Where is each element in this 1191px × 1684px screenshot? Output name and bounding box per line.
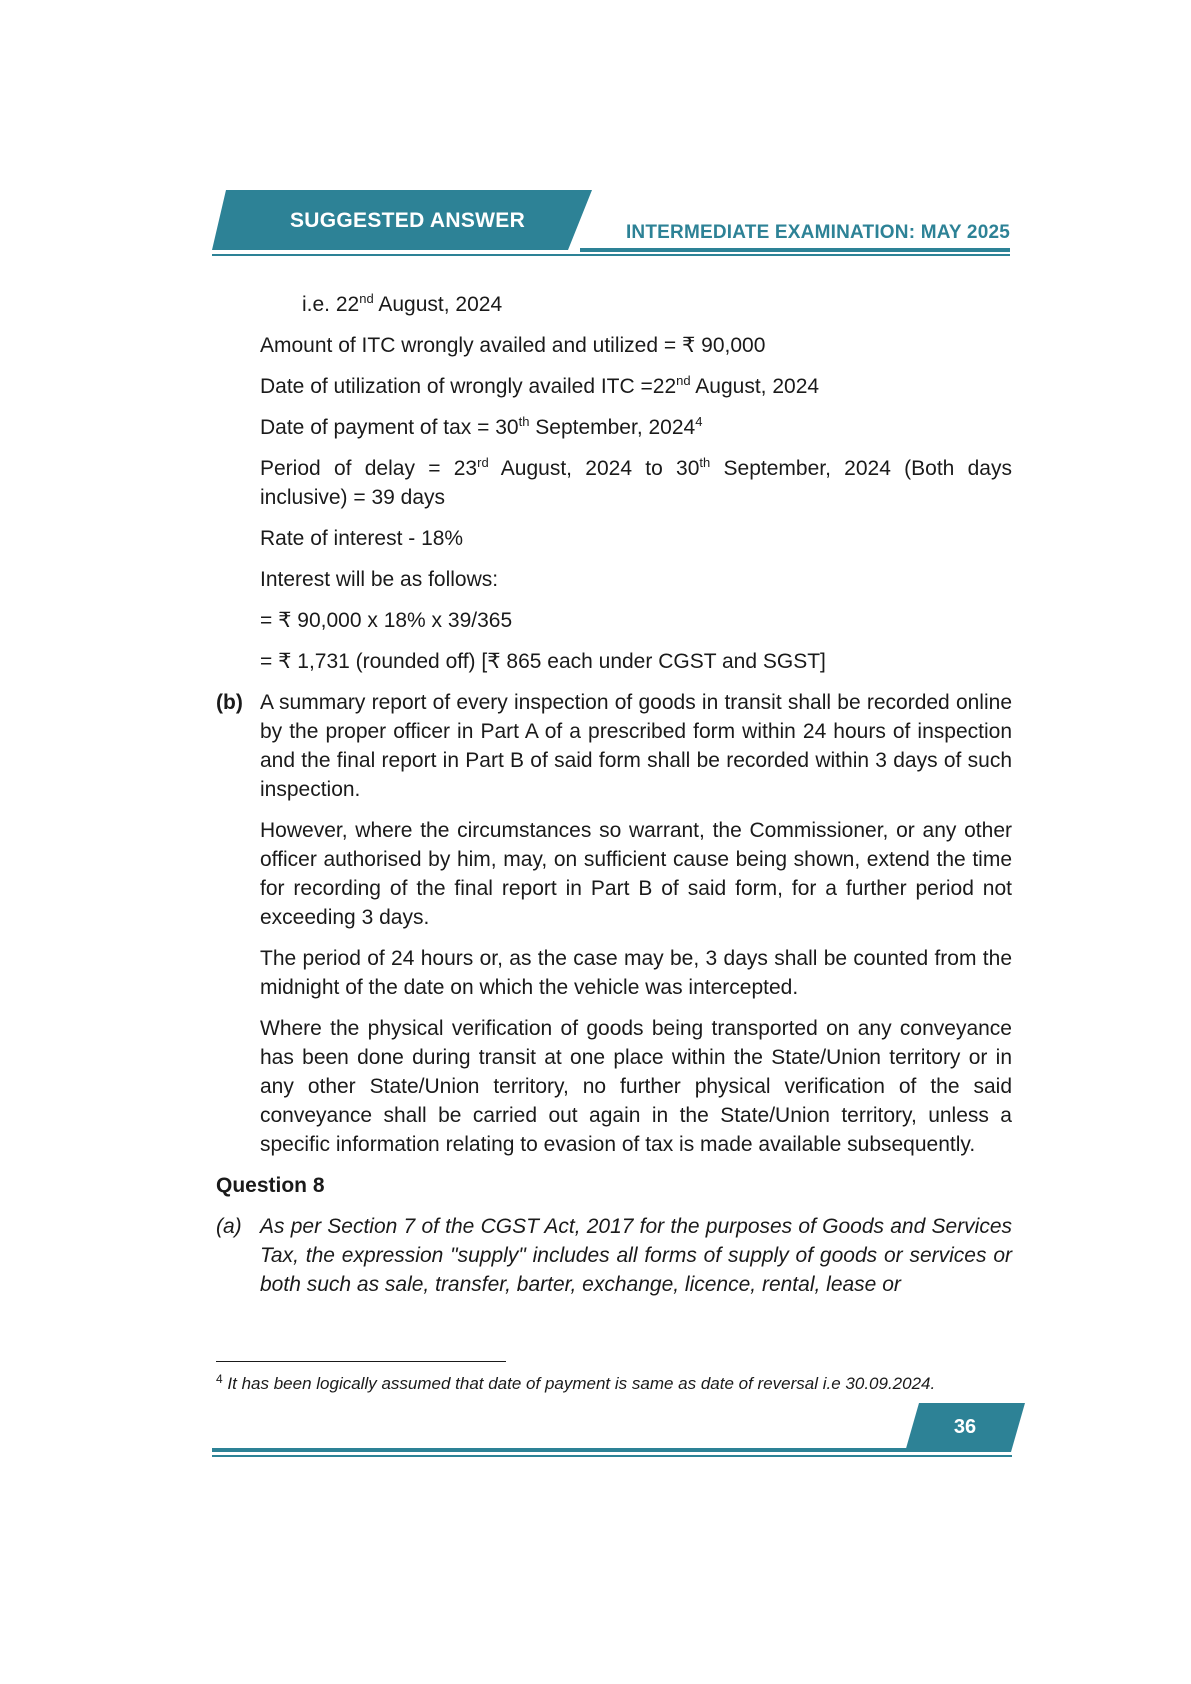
part-b-paragraph-1: A summary report of every inspection of goods in transit shall be recorded online by the proper officer in Part A of a prescribed form within 24 hours of inspection and the final report in Part B of said form shall be recorded within 3 days of such inspection. — [260, 691, 1012, 801]
calc-payment-date: Date of payment of tax = 30th September, 2024$^4$ — [260, 414, 703, 439]
footnote-separator — [216, 1361, 506, 1362]
page-number: 36 — [953, 1416, 977, 1438]
part-b-paragraph-4: Where the physical verification of goods being transported on any conveyance has been done during transit at one place within the State/Union territory or in any other State/Union territory, no further physical verification of the said conveyance shall be carried out again in the State/Union territory, unless a specific information relating to evasion of tax is made available subsequently. — [260, 1017, 1012, 1156]
footnote-ref: 4 — [695, 414, 703, 429]
header-rule-thin — [212, 254, 1010, 256]
calc-result: = ₹ 1,731 (rounded off) [₹ 865 each under CGST and SGST] — [260, 650, 826, 673]
calc-period-of-delay: Period of delay = 23rd August, 2024 to 30th September, 2024 (Both days inclusive) = 39 days — [260, 455, 1012, 509]
footer-rule-thin — [212, 1455, 1012, 1457]
page-body — [216, 290, 1012, 1311]
calc-ie-date: i.e. 22nd August, 2024 — [302, 291, 503, 316]
footer-rule-thick — [212, 1448, 912, 1452]
question-8a-label: (a) — [216, 1215, 242, 1238]
calc-amount: Amount of ITC wrongly availed and utilized = ₹ 90,000 — [260, 334, 766, 357]
part-b-label: (b) — [216, 691, 243, 714]
calc-interest-intro: Interest will be as follows: — [260, 568, 499, 591]
question-8a-item — [216, 1212, 1012, 1299]
part-b-paragraph-2: However, where the circumstances so warrant, the Commissioner, or any other officer authorised by him, may, on sufficient cause being shown, extend the time for recording of the final report in Part B of said form, for a further period not exceeding 3 days. — [260, 819, 1012, 929]
question-8a-text: As per Section 7 of the CGST Act, 2017 for the purposes of Goods and Services Tax, the expression "supply" includes all forms of supply of goods or services or both such as sale, transfer, barter, exchange, licence, rental, lease or — [260, 1215, 1012, 1296]
part-b-item — [216, 688, 1012, 804]
footnote-marker: 4 — [216, 1372, 223, 1386]
question-8-heading: Question 8 — [216, 1174, 325, 1197]
footnote-text: It has been logically assumed that date of payment is same as date of reversal i.e 30.09.2024. — [222, 1374, 936, 1393]
header-right-label: INTERMEDIATE EXAMINATION: MAY 2025 — [625, 222, 1010, 243]
calc-rate: Rate of interest - 18% — [260, 527, 464, 550]
page-header — [0, 0, 1191, 270]
part-b-paragraph-3: The period of 24 hours or, as the case may be, 3 days shall be counted from the midnight of the date on which the vehicle was intercepted. — [260, 947, 1012, 999]
calc-formula: = ₹ 90,000 x 18% x 39/365 — [260, 609, 513, 632]
header-left-label: SUGGESTED ANSWER — [290, 209, 526, 232]
footnote — [216, 1374, 1016, 1394]
header-rule-thick — [580, 248, 1010, 252]
calc-utilization-date: Date of utilization of wrongly availed ITC =22nd August, 2024 — [260, 373, 820, 398]
